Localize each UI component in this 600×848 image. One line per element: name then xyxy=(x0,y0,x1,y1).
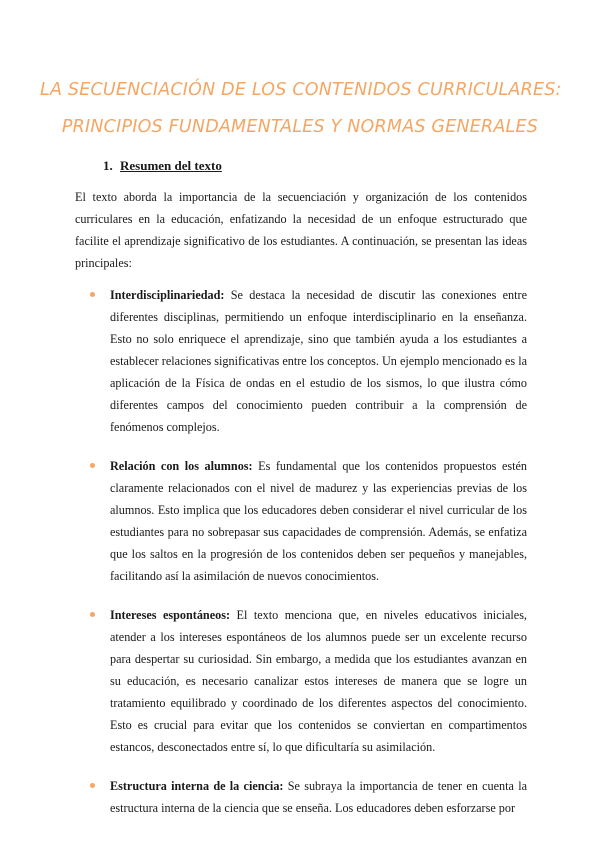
bullet-term: Intereses espontáneos: xyxy=(110,608,231,622)
bullet-item xyxy=(110,455,527,587)
title-line-2: PRINCIPIOS FUNDAMENTALES Y NORMAS GENERALES xyxy=(61,117,539,137)
section-heading-text: Resumen del texto xyxy=(120,158,222,173)
bullet-item xyxy=(110,775,527,819)
section-heading xyxy=(103,158,222,174)
bullet-item xyxy=(110,604,527,758)
bullet-dot-icon xyxy=(90,783,95,788)
bullet-dot-icon xyxy=(90,463,95,468)
section-number: 1. xyxy=(103,158,113,173)
title-line-1: LA SECUENCIACIÓN DE LOS CONTENIDOS CURRICULARES: xyxy=(40,80,562,100)
bullet-term: Relación con los alumnos: xyxy=(110,459,253,473)
bullet-text: Es fundamental que los contenidos propuestos estén claramente relacionados con el nivel de madurez y las experiencias previas de los alumnos. Esto implica que los educadores deben considerar el nivel curricular de los estudiantes para no sobrepasar sus capacidades de comprensión. Además, se enfatiza que los saltos en la progresión de los contenidos deben ser pequeños y manejables, facilitando así la asimilación de nuevos conocimientos. xyxy=(110,459,527,583)
bullet-term: Estructura interna de la ciencia: xyxy=(110,779,284,793)
bullet-text: El texto menciona que, en niveles educativos iniciales, atender a los intereses espontáneos de los alumnos puede ser un excelente recurso para despertar su curiosidad. Sin embargo, a medida que los estudiantes avanzan en su educación, es necesario canalizar estos intereses de manera que se logre un tratamiento equilibrado y coordinado de los diferentes aspectos del conocimiento. Esto es crucial para evitar que los contenidos se conviertan en compartimentos estancos, desconectados entre sí, lo que dificultaría su asimilación. xyxy=(110,608,527,754)
bullet-list xyxy=(0,284,600,836)
bullet-item xyxy=(110,284,527,438)
bullet-text: Se subraya la importancia de tener en cuenta la estructura interna de la ciencia que se enseña. Los educadores deben esforzarse por xyxy=(110,779,527,815)
bullet-dot-icon xyxy=(90,612,95,617)
bullet-term: Interdisciplinariedad: xyxy=(110,288,225,302)
document-title xyxy=(40,72,560,146)
intro-paragraph: El texto aborda la importancia de la secuenciación y organización de los contenidos curriculares en la educación, enfatizando la necesidad de un enfoque estructurado que facilite el aprendizaje significativo de los estudiantes. A continuación, se presentan las ideas principales: xyxy=(75,190,527,270)
bullet-text: Se destaca la necesidad de discutir las conexiones entre diferentes disciplinas, permitiendo un enfoque interdisciplinario en la enseñanza. Esto no solo enriquece el aprendizaje, sino que también ayuda a los estudiantes a establecer relaciones significativas entre los conceptos. Un ejemplo mencionado es la aplicación de la Física de ondas en el estudio de los sismos, lo que ilustra cómo diferentes campos del conocimiento pueden contribuir a la comprensión de fenómenos complejos. xyxy=(110,288,527,434)
bullet-dot-icon xyxy=(90,292,95,297)
